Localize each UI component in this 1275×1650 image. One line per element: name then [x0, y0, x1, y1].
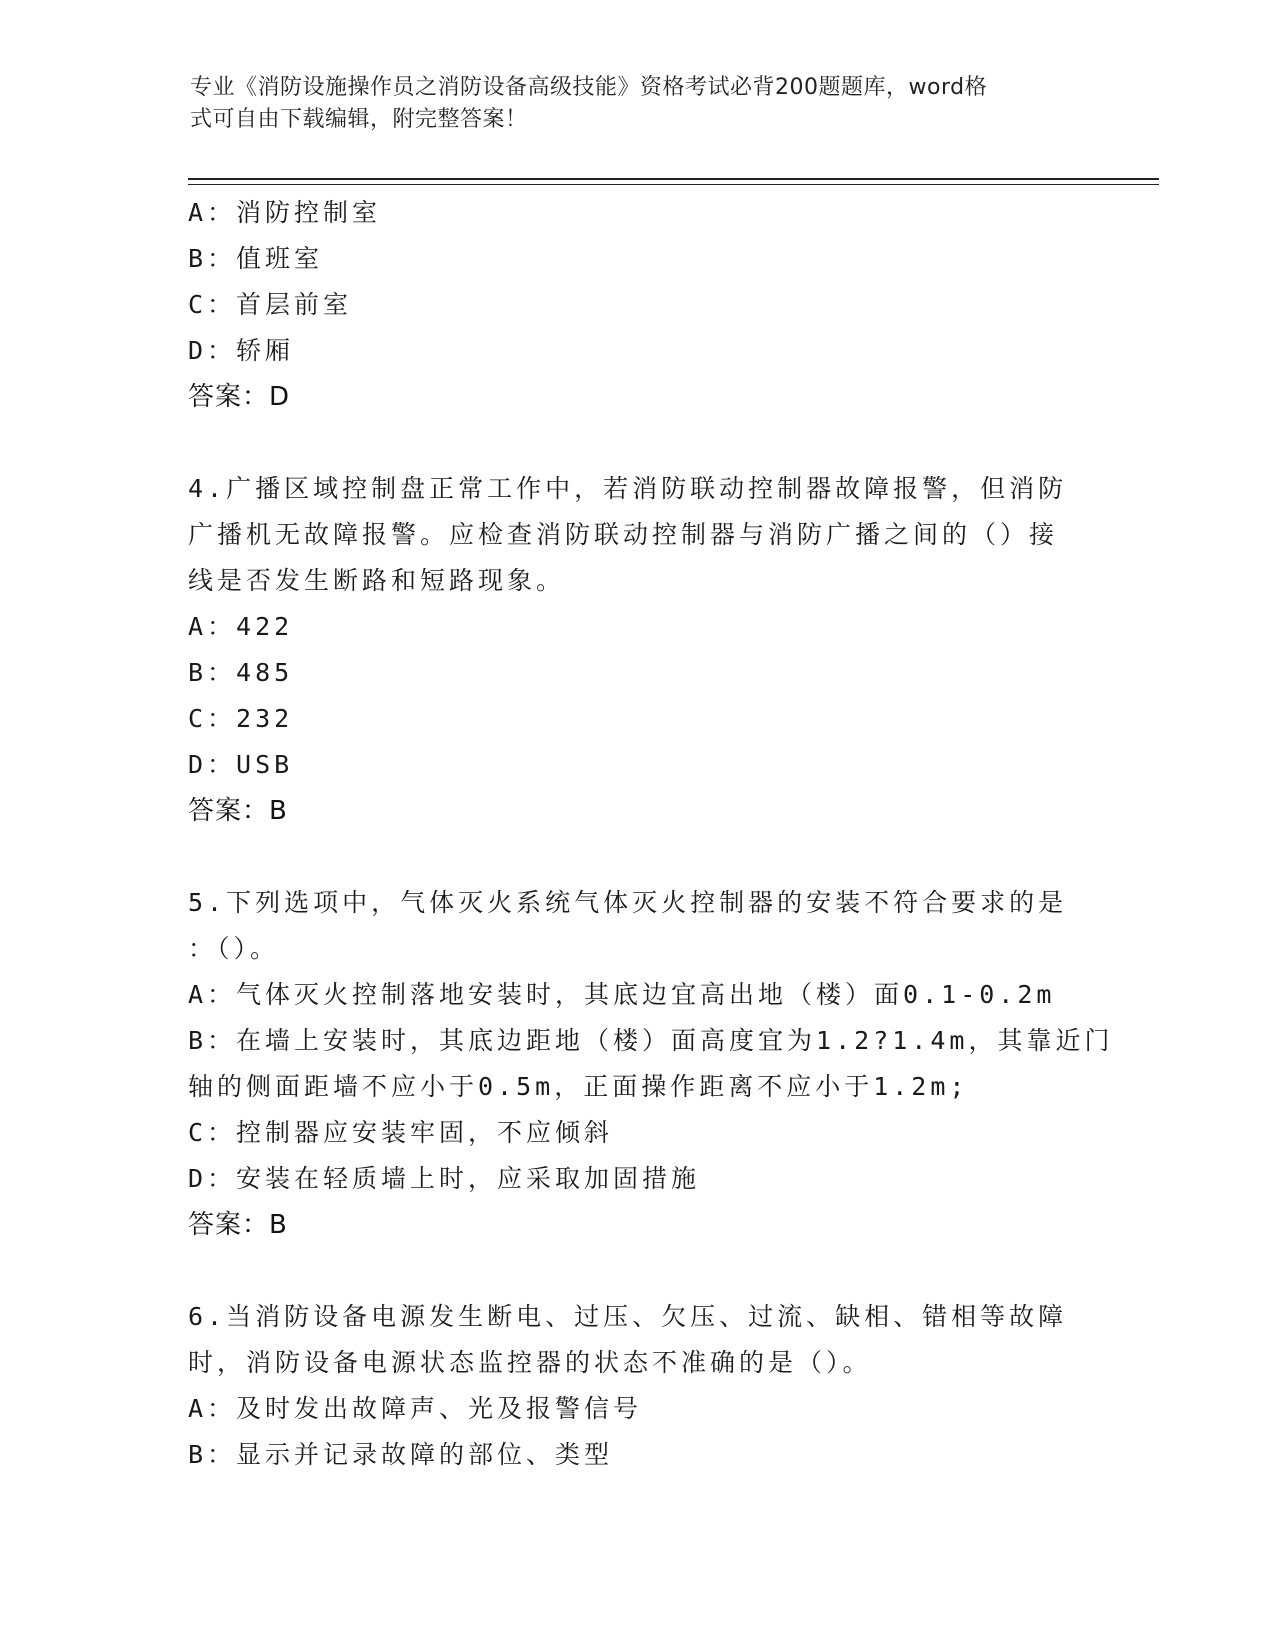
- header-title-line-1: 专业《消防设施操作员之消防设备高级技能》资格考试必背200题题库，word格: [190, 75, 988, 100]
- answer-text: 答案：B: [188, 796, 288, 826]
- question-spacer: [188, 420, 1088, 466]
- option-a: A：气体灭火控制落地安装时，其底边宜高出地（楼）面0.1-0.2m: [188, 980, 1056, 1009]
- question-stem-line: 线是否发生断路和短路现象。: [188, 566, 566, 595]
- option-b-continued: 轴的侧面距墙不应小于0.5m，正面操作距离不应小于1.2m;: [188, 1072, 969, 1101]
- option-a: A：消防控制室: [188, 198, 382, 227]
- document-header: [190, 72, 1070, 136]
- option-b: B：值班室: [188, 244, 324, 273]
- question-6: [188, 1294, 1088, 1478]
- question-4: [188, 466, 1088, 834]
- header-divider-thin: [188, 184, 1159, 185]
- question-3: [188, 190, 1088, 420]
- document-body: [188, 190, 1114, 1478]
- option-d: D：安装在轻质墙上时，应采取加固措施: [188, 1164, 701, 1193]
- question-stem-line: 时，消防设备电源状态监控器的状态不准确的是（）。: [188, 1348, 872, 1377]
- option-b: B：485: [188, 658, 294, 687]
- question-spacer: [188, 1248, 1088, 1294]
- question-stem-line: ：（）。: [188, 934, 280, 963]
- question-stem-line: 5.下列选项中，气体灭火系统气体灭火控制器的安装不符合要求的是: [188, 888, 1068, 917]
- option-d: D：轿厢: [188, 336, 295, 365]
- question-stem-line: 6.当消防设备电源发生断电、过压、欠压、过流、缺相、错相等故障: [188, 1302, 1068, 1331]
- option-d: D：USB: [188, 750, 294, 779]
- option-b: B：在墙上安装时，其底边距地（楼）面高度宜为1.2?1.4m，其靠近门: [188, 1026, 1114, 1055]
- option-a: A：及时发出故障声、光及报警信号: [188, 1394, 643, 1423]
- header-title-line-2: 式可自由下载编辑，附完整答案！: [190, 107, 528, 132]
- question-spacer: [188, 834, 1088, 880]
- question-5: [188, 880, 1114, 1248]
- question-stem-line: 广播机无故障报警。应检查消防联动控制器与消防广播之间的（）接: [188, 520, 1059, 549]
- header-divider-thick: [188, 178, 1159, 180]
- option-a: A：422: [188, 612, 294, 641]
- option-b: B：显示并记录故障的部位、类型: [188, 1440, 614, 1469]
- option-c: C：控制器应安装牢固，不应倾斜: [188, 1118, 614, 1147]
- answer-text: 答案：D: [188, 382, 291, 412]
- option-c: C：232: [188, 704, 294, 733]
- option-c: C：首层前室: [188, 290, 353, 319]
- question-stem-line: 4.广播区域控制盘正常工作中，若消防联动控制器故障报警，但消防: [188, 474, 1068, 503]
- answer-text: 答案：B: [188, 1210, 288, 1240]
